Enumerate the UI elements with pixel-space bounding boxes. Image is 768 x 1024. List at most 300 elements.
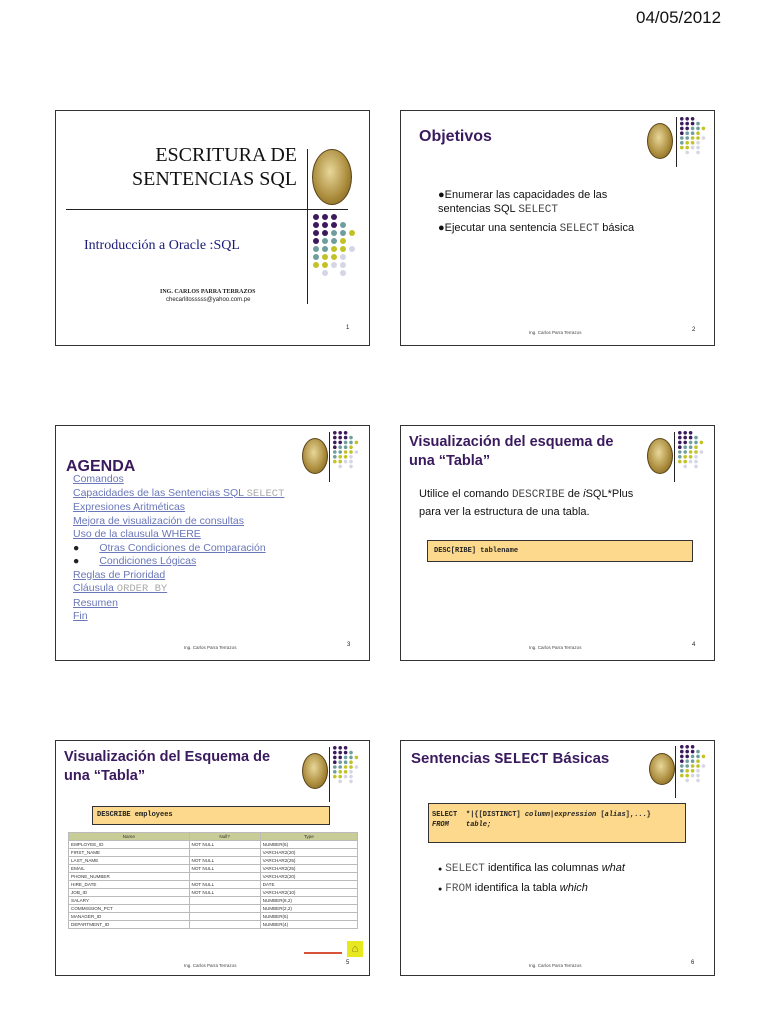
- dot: [678, 450, 682, 454]
- table-row: [69, 873, 358, 881]
- code-box: SELECT *|{[DISTINCT] column|expression [alias],...} FROM table;: [428, 803, 686, 843]
- dot: [331, 214, 337, 220]
- dot: [349, 780, 353, 784]
- dot: [680, 769, 684, 773]
- dot: [700, 465, 704, 469]
- divider-vertical: [676, 117, 677, 167]
- dot: [344, 746, 348, 750]
- dot: [333, 460, 337, 464]
- dot: [691, 769, 695, 773]
- dot: [685, 141, 689, 145]
- slide-number: 4: [692, 642, 696, 648]
- footer: Ing. Carlos Parra Terrazos: [184, 963, 237, 968]
- table-row: [69, 865, 358, 873]
- dot: [680, 755, 684, 759]
- divider-vertical: [674, 432, 675, 482]
- dot: [338, 450, 342, 454]
- dot: [331, 254, 337, 260]
- description: Utilice el comando DESCRIBE de iSQL*Plus para ver la estructura de una tabla.: [419, 488, 634, 518]
- dot: [678, 455, 682, 459]
- dot: [689, 450, 693, 454]
- dot: [689, 436, 693, 440]
- code-box: DESCRIBE employees: [92, 806, 330, 825]
- table-row: [69, 881, 358, 889]
- dot: [702, 127, 706, 131]
- slide-2[interactable]: [400, 110, 715, 346]
- dot: [344, 445, 348, 449]
- dot: [333, 431, 337, 435]
- dot: [680, 151, 684, 155]
- table-cell: VARCHAR2(20): [260, 873, 357, 881]
- dot: [694, 450, 698, 454]
- dot: [685, 127, 689, 131]
- dot: [678, 465, 682, 469]
- dot: [340, 214, 346, 220]
- slide-title: AGENDA: [66, 458, 136, 475]
- agenda-item[interactable]: ● Otras Condiciones de Comparación: [73, 541, 266, 554]
- dot: [685, 755, 689, 759]
- slide-4[interactable]: [400, 425, 715, 661]
- table-cell: EMPLOYEE_ID: [69, 841, 190, 849]
- dot: [338, 770, 342, 774]
- dot: [680, 146, 684, 150]
- dot: [338, 775, 342, 779]
- slide-title: Visualización del esquema de una “Tabla”: [409, 434, 614, 469]
- dot: [680, 127, 684, 131]
- dot: [680, 764, 684, 768]
- dot: [333, 450, 337, 454]
- dot: [678, 431, 682, 435]
- describe-table: [68, 832, 358, 929]
- dot: [349, 751, 353, 755]
- table-cell: PHONE_NUMBER: [69, 873, 190, 881]
- dot: [338, 746, 342, 750]
- dot: [333, 780, 337, 784]
- dot: [349, 756, 353, 760]
- dot: [355, 780, 359, 784]
- table-cell: SALARY: [69, 897, 190, 905]
- agenda-item[interactable]: ● Condiciones Lógicas: [73, 555, 197, 567]
- table-cell: VARCHAR2(25): [260, 865, 357, 873]
- dot: [691, 774, 695, 778]
- dot: [355, 460, 359, 464]
- agenda-item[interactable]: Fin: [73, 610, 88, 622]
- date: 04/05/2012: [636, 8, 722, 27]
- dot: [333, 455, 337, 459]
- dot: [338, 431, 342, 435]
- dot: [338, 751, 342, 755]
- agenda-item[interactable]: Resumen: [73, 596, 118, 609]
- university-seal-icon: [647, 123, 673, 159]
- agenda-item[interactable]: Comandos: [73, 473, 124, 485]
- divider-vertical: [307, 149, 308, 304]
- decorative-dots: [678, 431, 704, 468]
- dot: [349, 770, 353, 774]
- dot: [313, 214, 319, 220]
- table-cell: VARCHAR2(25): [260, 857, 357, 865]
- dot: [349, 460, 353, 464]
- dot: [331, 238, 337, 244]
- table-cell: NUMBER(8,2): [260, 897, 357, 905]
- dot: [338, 765, 342, 769]
- dot: [344, 436, 348, 440]
- dot: [696, 769, 700, 773]
- table-cell: NUMBER(4): [260, 921, 357, 929]
- footer: Ing. Carlos Parra Terrazos: [184, 645, 237, 650]
- slide-number: 5: [346, 960, 350, 966]
- dot: [355, 746, 359, 750]
- bullet-1: ● SELECT identifica las columnas what: [438, 862, 625, 875]
- dot: [700, 450, 704, 454]
- dot: [696, 146, 700, 150]
- dot: [696, 131, 700, 135]
- dot: [685, 759, 689, 763]
- dot: [694, 436, 698, 440]
- dot: [696, 750, 700, 754]
- table-cell: [189, 905, 260, 913]
- dot: [340, 246, 346, 252]
- dot: [702, 745, 706, 749]
- table-cell: NUMBER(2,2): [260, 905, 357, 913]
- table-row: [69, 849, 358, 857]
- dot: [702, 136, 706, 140]
- slide-3[interactable]: [55, 425, 370, 661]
- agenda-item[interactable]: Reglas de Prioridad: [73, 568, 166, 581]
- slide-6[interactable]: [400, 740, 715, 976]
- dot: [683, 460, 687, 464]
- dot: [333, 445, 337, 449]
- university-seal-icon: [302, 438, 328, 474]
- dot: [349, 441, 353, 445]
- table-cell: NOT NULL: [189, 841, 260, 849]
- bullet-1: ●Enumerar las capacidades de las sentencias SQL SELECT: [438, 189, 608, 216]
- slide-number: 2: [692, 327, 696, 333]
- dot: [689, 431, 693, 435]
- table-cell: LAST_NAME: [69, 857, 190, 865]
- dot: [355, 770, 359, 774]
- dot: [355, 751, 359, 755]
- table-cell: NUMBER(6): [260, 913, 357, 921]
- dot: [702, 774, 706, 778]
- dot: [338, 460, 342, 464]
- dot: [678, 445, 682, 449]
- dot: [322, 262, 328, 268]
- dot: [322, 222, 328, 228]
- dot: [322, 270, 328, 276]
- dot: [689, 445, 693, 449]
- dot: [355, 455, 359, 459]
- dot: [355, 765, 359, 769]
- dot: [349, 760, 353, 764]
- dot: [691, 759, 695, 763]
- divider-vertical: [329, 747, 330, 802]
- email: checarlitosssss@yahoo.com.pe: [166, 297, 251, 303]
- slide-title: Visualización del Esquema de una “Tabla”: [64, 749, 271, 784]
- dot: [685, 779, 689, 783]
- table-cell: VARCHAR2(20): [260, 849, 357, 857]
- dot: [349, 436, 353, 440]
- dot: [355, 436, 359, 440]
- dot: [694, 431, 698, 435]
- dot: [680, 131, 684, 135]
- slide-title-line2: SENTENCIAS SQL: [131, 168, 297, 190]
- dot: [696, 774, 700, 778]
- dot: [696, 127, 700, 131]
- dot: [313, 262, 319, 268]
- dot: [344, 751, 348, 755]
- dot: [689, 441, 693, 445]
- dot: [685, 136, 689, 140]
- dot: [331, 262, 337, 268]
- dot: [680, 117, 684, 121]
- dot: [313, 270, 319, 276]
- dot: [344, 450, 348, 454]
- decorative-dots: [680, 117, 706, 154]
- table-cell: [189, 873, 260, 881]
- slide-number: 3: [347, 642, 351, 648]
- university-seal-icon: [649, 753, 675, 785]
- dot: [696, 141, 700, 145]
- table-cell: VARCHAR2(10): [260, 889, 357, 897]
- dot: [685, 146, 689, 150]
- dot: [349, 431, 353, 435]
- dot: [702, 755, 706, 759]
- dot: [355, 445, 359, 449]
- dot: [340, 262, 346, 268]
- dot: [685, 769, 689, 773]
- dot: [691, 146, 695, 150]
- dot: [680, 750, 684, 754]
- dot: [344, 760, 348, 764]
- dot: [702, 764, 706, 768]
- bullet-2: ●Ejecutar una sentencia SELECT básica: [438, 222, 635, 235]
- dot: [344, 441, 348, 445]
- university-seal-icon: [312, 149, 352, 205]
- dot: [702, 779, 706, 783]
- table-cell: COMMISSION_PCT: [69, 905, 190, 913]
- dot: [333, 770, 337, 774]
- dot: [700, 431, 704, 435]
- slide-1[interactable]: [55, 110, 370, 346]
- table-row: [69, 905, 358, 913]
- dot: [680, 745, 684, 749]
- dot: [349, 445, 353, 449]
- slide-subtitle: Introducción a Oracle :SQL: [84, 238, 240, 253]
- table-cell: NUMBER(6): [260, 841, 357, 849]
- dot: [344, 756, 348, 760]
- dot: [344, 775, 348, 779]
- dot: [700, 436, 704, 440]
- table-row: [69, 921, 358, 929]
- dot: [689, 455, 693, 459]
- dot: [340, 270, 346, 276]
- decorative-dots: [680, 745, 706, 782]
- dot: [702, 122, 706, 126]
- dot: [680, 141, 684, 145]
- table-row: [69, 897, 358, 905]
- agenda-item[interactable]: Mejora de visualización de consultas: [73, 514, 245, 527]
- dot: [355, 450, 359, 454]
- decorative-dots: [313, 214, 356, 276]
- dot: [355, 756, 359, 760]
- slide-title-line1: ESCRITURA DE: [155, 144, 297, 166]
- table-cell: [189, 897, 260, 905]
- dot: [333, 441, 337, 445]
- table-cell: DEPARTMENT_ID: [69, 921, 190, 929]
- dot: [683, 431, 687, 435]
- dot: [355, 465, 359, 469]
- dot: [338, 436, 342, 440]
- dot: [702, 750, 706, 754]
- dot: [700, 460, 704, 464]
- dot: [694, 455, 698, 459]
- table-cell: EMAIL: [69, 865, 190, 873]
- dot: [685, 117, 689, 121]
- dot: [700, 445, 704, 449]
- dot: [349, 450, 353, 454]
- dot: [694, 441, 698, 445]
- table-header: Type: [260, 833, 357, 841]
- table-cell: JOB_ID: [69, 889, 190, 897]
- university-seal-icon: [302, 753, 328, 789]
- dot: [685, 764, 689, 768]
- dot: [344, 431, 348, 435]
- dot: [685, 750, 689, 754]
- dot: [691, 779, 695, 783]
- dot: [696, 779, 700, 783]
- slide-number: 1: [346, 325, 350, 331]
- dot: [333, 746, 337, 750]
- dot: [702, 131, 706, 135]
- dot: [702, 151, 706, 155]
- footer: Ing. Carlos Parra Terrazos: [529, 645, 582, 650]
- dot: [683, 450, 687, 454]
- dot: [696, 122, 700, 126]
- dot: [355, 431, 359, 435]
- table-header: Null?: [189, 833, 260, 841]
- dot: [338, 441, 342, 445]
- dot: [331, 230, 337, 236]
- dot: [683, 436, 687, 440]
- agenda-list: [73, 473, 284, 624]
- agenda-item[interactable]: Cláusula ORDER BY: [73, 582, 168, 595]
- dot: [683, 441, 687, 445]
- dot: [349, 455, 353, 459]
- dot: [691, 750, 695, 754]
- table-cell: NOT NULL: [189, 857, 260, 865]
- dot: [691, 151, 695, 155]
- table-row: [69, 913, 358, 921]
- dot: [338, 756, 342, 760]
- dot: [685, 774, 689, 778]
- slide-5[interactable]: [55, 740, 370, 976]
- dot: [349, 270, 355, 276]
- dot: [349, 230, 355, 236]
- dot: [349, 222, 355, 228]
- table-cell: FIRST_NAME: [69, 849, 190, 857]
- dot: [333, 756, 337, 760]
- slide-title: Objetivos: [419, 128, 492, 145]
- dot: [355, 441, 359, 445]
- university-seal-icon: [647, 438, 673, 474]
- table-cell: NOT NULL: [189, 889, 260, 897]
- dot: [340, 230, 346, 236]
- divider-vertical: [329, 432, 330, 482]
- dot: [683, 465, 687, 469]
- dot: [338, 445, 342, 449]
- dot: [694, 465, 698, 469]
- dot: [694, 460, 698, 464]
- dot: [685, 131, 689, 135]
- dot: [696, 117, 700, 121]
- dot: [349, 775, 353, 779]
- dot: [702, 117, 706, 121]
- dot: [680, 779, 684, 783]
- dot: [349, 262, 355, 268]
- dot: [349, 746, 353, 750]
- dot: [696, 136, 700, 140]
- table-cell: [189, 921, 260, 929]
- dot: [333, 765, 337, 769]
- footer: Ing. Carlos Parra Terrazos: [529, 963, 582, 968]
- dot: [702, 769, 706, 773]
- dot: [691, 745, 695, 749]
- agenda-item[interactable]: Expresiones Aritméticas: [73, 501, 186, 513]
- dot: [355, 760, 359, 764]
- dot: [344, 780, 348, 784]
- dot: [349, 246, 355, 252]
- dot: [685, 151, 689, 155]
- dot: [333, 465, 337, 469]
- dot: [685, 745, 689, 749]
- dot: [691, 117, 695, 121]
- dot: [683, 455, 687, 459]
- dot: [691, 122, 695, 126]
- table-header: Name: [69, 833, 190, 841]
- dot: [344, 465, 348, 469]
- dot: [349, 254, 355, 260]
- code-box: DESC[RIBE] tablename: [427, 540, 693, 562]
- dot: [333, 760, 337, 764]
- dot: [355, 775, 359, 779]
- dot: [689, 465, 693, 469]
- agenda-item[interactable]: Capacidades de las Sentencias SQL SELECT: [73, 486, 285, 500]
- dot: [340, 222, 346, 228]
- dot: [691, 755, 695, 759]
- dot: [694, 445, 698, 449]
- table-row: [69, 857, 358, 865]
- divider: [66, 209, 348, 210]
- table-cell: MANAGER_ID: [69, 913, 190, 921]
- dot: [349, 238, 355, 244]
- slide-title: Sentencias SELECT Básicas: [411, 750, 610, 768]
- dot: [691, 136, 695, 140]
- agenda-item[interactable]: Uso de la clausula WHERE: [73, 528, 201, 540]
- dot: [313, 238, 319, 244]
- dot: [338, 465, 342, 469]
- dot: [691, 131, 695, 135]
- home-icon[interactable]: ⌂: [347, 941, 363, 957]
- dot: [340, 254, 346, 260]
- dot: [696, 151, 700, 155]
- dot: [313, 254, 319, 260]
- dot: [691, 141, 695, 145]
- footer: Ing. Carlos Parra Terrazos: [529, 330, 582, 335]
- bullets: [438, 859, 625, 899]
- dot: [322, 246, 328, 252]
- dot: [349, 765, 353, 769]
- dot: [313, 230, 319, 236]
